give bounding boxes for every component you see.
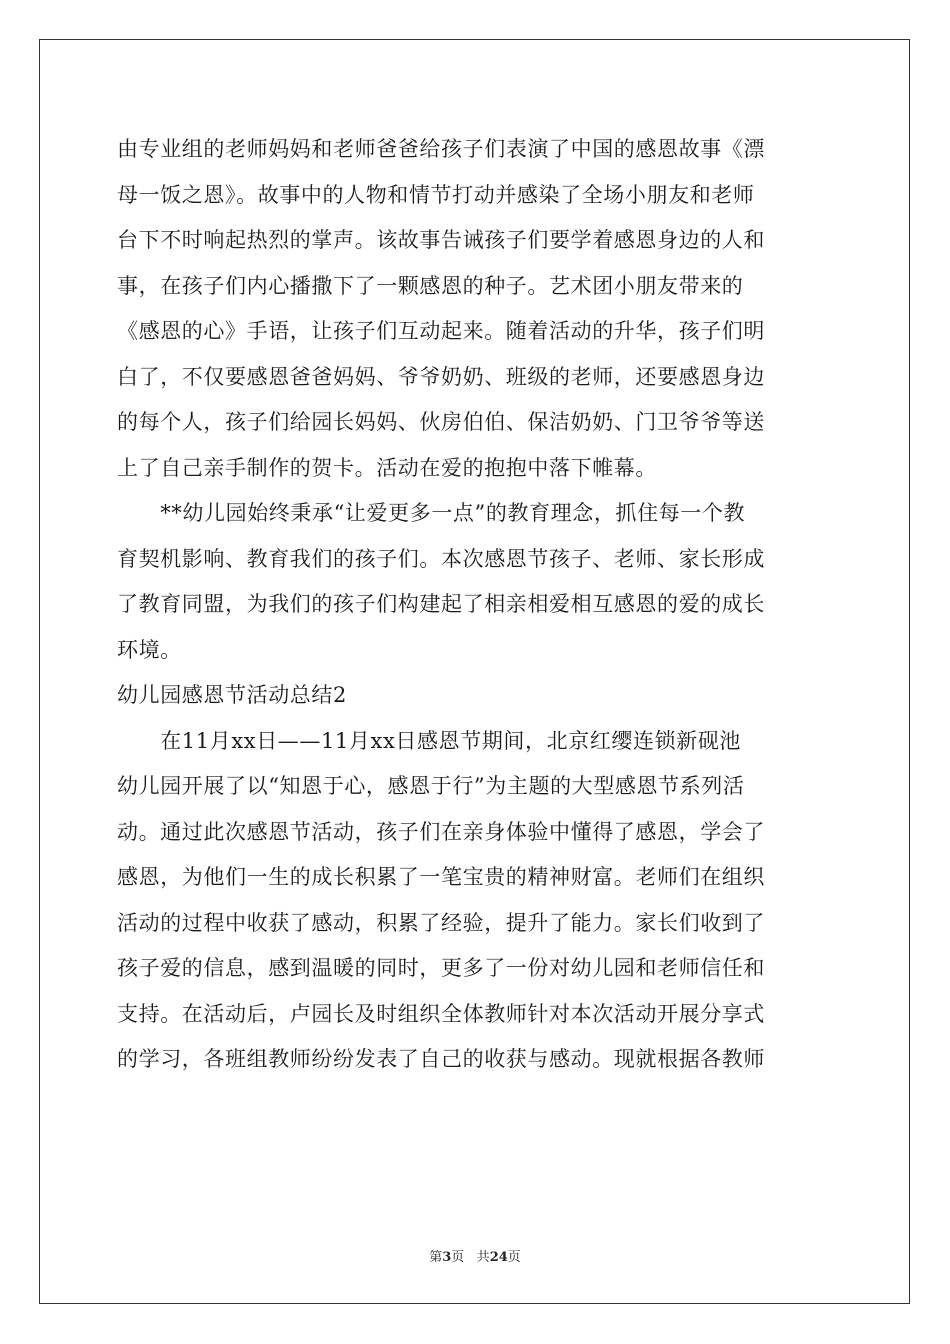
text-line: 幼儿园开展了以“知恩于心，感恩于行”为主题的大型感恩节系列活 xyxy=(117,774,745,798)
text-line: 活动的过程中收获了感动，积累了经验，提升了能力。家长们收到了 xyxy=(117,910,765,935)
text-line: 事，在孩子们内心播撒下了一颗感恩的种子。艺术团小朋友带来的 xyxy=(117,273,744,298)
text-line: 上了自己亲手制作的贺卡。活动在爱的抱抱中落下帷幕。 xyxy=(117,455,657,480)
text-line: **幼儿园始终秉承“让爱更多一点”的教育理念，抓住每一个教 xyxy=(117,501,746,525)
text-line: 育契机影响、教育我们的孩子们。本次感恩节孩子、老师、家长形成 xyxy=(117,546,765,571)
total-prefix: 共 xyxy=(476,1250,490,1265)
page-suffix: 页 xyxy=(451,1250,465,1265)
page-prefix: 第 xyxy=(429,1250,443,1265)
text-line: 环境。 xyxy=(117,637,182,662)
text-line: 的每个人，孩子们给园长妈妈、伙房伯伯、保洁奶奶、门卫爷爷等送 xyxy=(117,410,765,434)
total-suffix: 页 xyxy=(507,1250,521,1265)
text-line: 的学习，各班组教师纷纷发表了自己的收获与感动。现就根据各教师 xyxy=(117,1047,765,1071)
page-footer xyxy=(0,1246,950,1265)
text-line: 孩子爱的信息，感到温暖的同时，更多了一份对幼儿园和老师信任和 xyxy=(117,956,765,980)
text-line: 了教育同盟，为我们的孩子们构建起了相亲相爱相互感恩的爱的成长 xyxy=(117,592,765,616)
text-line: 白了，不仅要感恩爸爸妈妈、爷爷奶奶、班级的老师，还要感恩身边 xyxy=(117,364,765,389)
text-line: 在11月xx日——11月xx日感恩节期间，北京红缨连锁新砚池 xyxy=(117,728,742,753)
section-heading: 幼儿园感恩节活动总结2 xyxy=(117,683,347,707)
text-line: 由专业组的老师妈妈和老师爸爸给孩子们表演了中国的感恩故事《漂 xyxy=(117,137,765,161)
text-line: 动。通过此次感恩节活动，孩子们在亲身体验中懂得了感恩，学会了 xyxy=(117,819,765,844)
text-line: 感恩，为他们一生的成长积累了一笔宝贵的精神财富。老师们在组织 xyxy=(117,865,765,889)
text-line: 台下不时响起热烈的掌声。该故事告诫孩子们要学着感恩身边的人和 xyxy=(117,228,765,252)
document-body xyxy=(117,127,833,1083)
page-number: 3 xyxy=(442,1250,452,1265)
total-pages: 24 xyxy=(489,1250,508,1265)
text-line: 母一饭之恩》。故事中的人物和情节打动并感染了全场小朋友和老师 xyxy=(117,182,755,207)
text-line: 《感恩的心》手语，让孩子们互动起来。随着活动的升华，孩子们明 xyxy=(117,319,765,343)
text-line: 支持。在活动后，卢园长及时组织全体教师针对本次活动开展分享式 xyxy=(117,1001,765,1026)
